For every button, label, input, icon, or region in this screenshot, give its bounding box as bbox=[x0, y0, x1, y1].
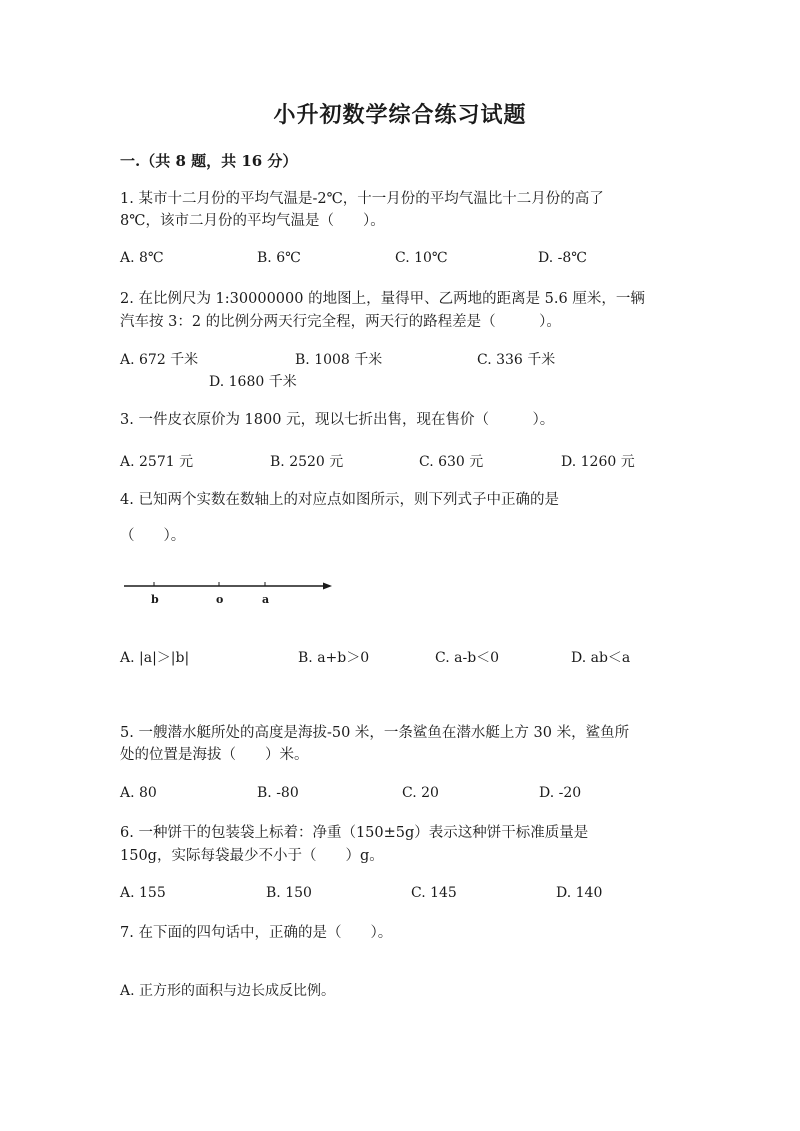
question-6-option-d: D. 140 bbox=[556, 885, 603, 901]
question-5-option-c: C. 20 bbox=[402, 785, 439, 801]
number-line-label-b: b bbox=[151, 593, 159, 606]
question-4-option-d: D. ab＜a bbox=[571, 650, 631, 666]
question-4-line-2: （ ）。 bbox=[120, 528, 186, 544]
question-6-option-c: C. 145 bbox=[411, 885, 457, 901]
page-title: 小升初数学综合练习试题 bbox=[273, 102, 527, 128]
question-6-line-1: 6. 一种饼干的包装袋上标着：净重（150±5g）表示这种饼干标准质量是 bbox=[120, 825, 589, 841]
question-4-option-c: C. a-b＜0 bbox=[435, 650, 500, 666]
question-5-line-1: 5. 一艘潜水艇所处的高度是海拔-50 米，一条鲨鱼在潜水艇上方 30 米，鲨鱼所 bbox=[120, 725, 630, 741]
question-4-line-1: 4. 已知两个实数在数轴上的对应点如图所示，则下列式子中正确的是 bbox=[120, 492, 559, 508]
question-6-option-b: B. 150 bbox=[266, 885, 312, 901]
question-1-option-c: C. 10℃ bbox=[395, 250, 448, 266]
question-2-line-2: 汽车按 3：2 的比例分两天行完全程，两天行的路程差是（ ）。 bbox=[120, 314, 561, 330]
question-5-option-a: A. 80 bbox=[120, 785, 157, 801]
question-1-option-a: A. 8℃ bbox=[120, 250, 164, 266]
section-heading: 一.（共 8 题，共 16 分） bbox=[120, 152, 298, 170]
question-2-line-1: 2. 在比例尺为 1:30000000 的地图上，量得甲、乙两地的距离是 5.6 厘米，一辆 bbox=[120, 291, 645, 307]
question-3-line-1: 3. 一件皮衣原价为 1800 元，现以七折出售，现在售价（ ）。 bbox=[120, 412, 555, 428]
question-3-option-c: C. 630 元 bbox=[419, 454, 484, 470]
question-4-option-a: A. |a|＞|b| bbox=[120, 650, 190, 666]
question-3-option-a: A. 2571 元 bbox=[120, 454, 194, 470]
question-5-line-2: 处的位置是海拔（ ）米。 bbox=[120, 747, 309, 763]
question-7-option-a: A. 正方形的面积与边长成反比例。 bbox=[120, 983, 336, 999]
question-6-option-a: A. 155 bbox=[120, 885, 166, 901]
question-3-option-d: D. 1260 元 bbox=[561, 454, 635, 470]
question-4-option-b: B. a+b＞0 bbox=[298, 650, 370, 666]
question-2-option-c: C. 336 千米 bbox=[477, 352, 556, 368]
question-2-option-a: A. 672 千米 bbox=[120, 352, 199, 368]
question-1-line-1: 1. 某市十二月份的平均气温是-2℃，十一月份的平均气温比十二月份的高了 bbox=[120, 191, 604, 207]
question-1-option-d: D. -8℃ bbox=[538, 250, 587, 266]
number-line-figure bbox=[120, 578, 340, 612]
question-6-line-2: 150g，实际每袋最少不小于（ ）g。 bbox=[120, 848, 384, 864]
question-1-line-2: 8℃，该市二月份的平均气温是（ ）。 bbox=[120, 213, 385, 229]
question-2-option-b: B. 1008 千米 bbox=[295, 352, 383, 368]
number-line-label-o: o bbox=[216, 593, 224, 606]
number-line-label-a: a bbox=[262, 593, 270, 606]
question-5-option-b: B. -80 bbox=[257, 785, 299, 801]
question-5-option-d: D. -20 bbox=[539, 785, 582, 801]
question-1-option-b: B. 6℃ bbox=[257, 250, 301, 266]
question-2-option-d: D. 1680 千米 bbox=[209, 374, 297, 390]
question-7-line-1: 7. 在下面的四句话中，正确的是（ ）。 bbox=[120, 925, 393, 941]
question-3-option-b: B. 2520 元 bbox=[270, 454, 344, 470]
number-line-arrow bbox=[323, 583, 332, 590]
